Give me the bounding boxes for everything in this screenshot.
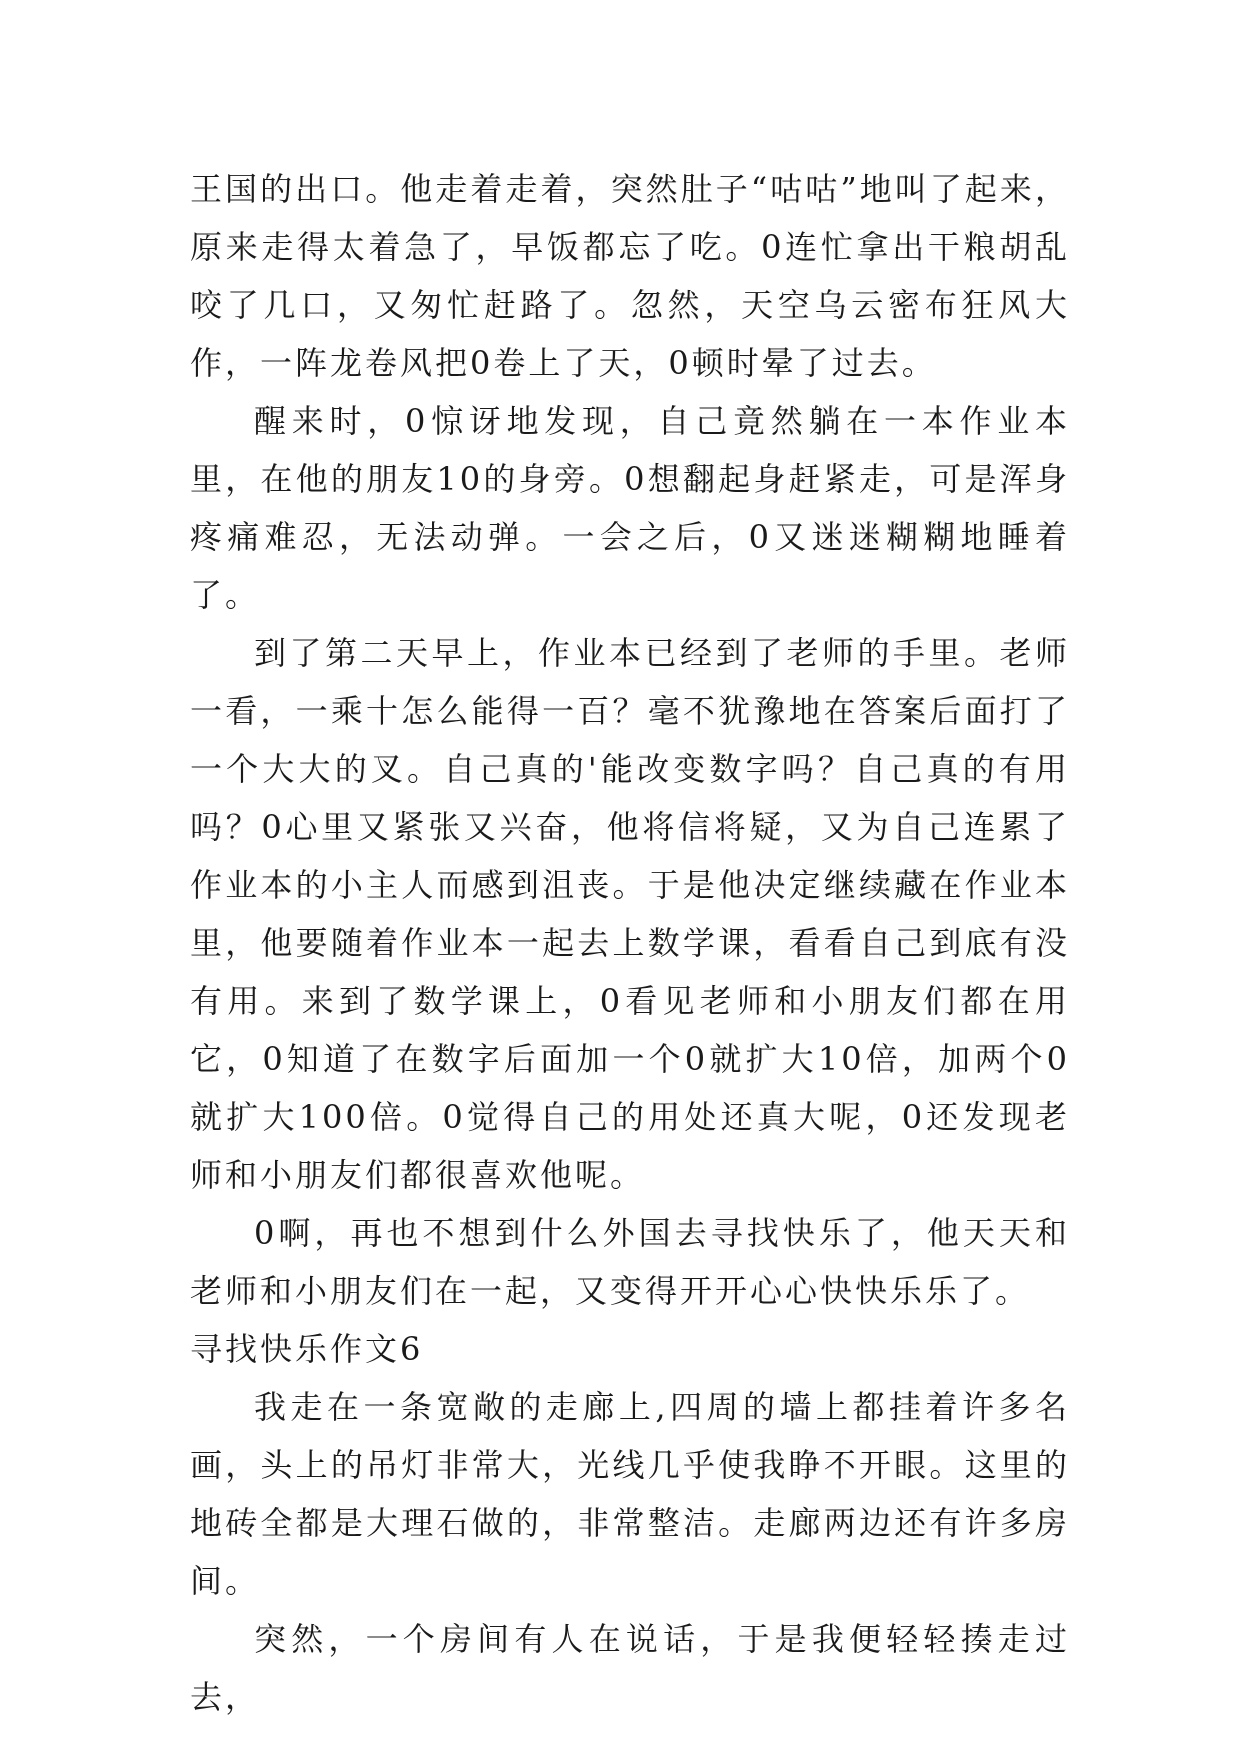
- paragraph-3: 到了第二天早上，作业本已经到了老师的手里。老师一看，一乘十怎么能得一百？毫不犹豫地在答案后面打了一个大大的叉。自己真的'能改变数字吗？自己真的有用吗？0心里又紧张又兴奋，他将信将疑，又为自己连累了作业本的小主人而感到沮丧。于是他决定继续藏在作业本里，他要随着作业本一起去上数学课，看看自己到底有没有用。来到了数学课上，0看见老师和小朋友们都在用它，0知道了在数字后面加一个0就扩大10倍，加两个0就扩大100倍。0觉得自己的用处还真大呢，0还发现老师和小朋友们都很喜欢他呢。: [190, 634, 1070, 1194]
- paragraph-2: 醒来时，0惊讶地发现，自己竟然躺在一本作业本里，在他的朋友10的身旁。0想翻起身赶紧走，可是浑身疼痛难忍，无法动弹。一会之后，0又迷迷糊糊地睡着了。: [190, 402, 1070, 614]
- paragraph-5: 我走在一条宽敞的走廊上,四周的墙上都挂着许多名画，头上的吊灯非常大，光线几乎使我睁不开眼。这里的地砖全都是大理石做的，非常整洁。走廊两边还有许多房间。: [190, 1388, 1070, 1600]
- document-body: [190, 160, 1070, 1726]
- paragraph-4: 0啊，再也不想到什么外国去寻找快乐了，他天天和老师和小朋友们在一起，又变得开开心心快快乐乐了。: [190, 1214, 1070, 1310]
- section-heading: 寻找快乐作文6: [190, 1330, 424, 1368]
- paragraph-1: 王国的出口。他走着走着，突然肚子“咕咕”地叫了起来，原来走得太着急了，早饭都忘了吃。0连忙拿出干粮胡乱咬了几口，又匆忙赶路了。忽然，天空乌云密布狂风大作，一阵龙卷风把0卷上了天，0顿时晕了过去。: [190, 170, 1070, 382]
- paragraph-6: 突然，一个房间有人在说话，于是我便轻轻揍走过去，: [190, 1620, 1070, 1716]
